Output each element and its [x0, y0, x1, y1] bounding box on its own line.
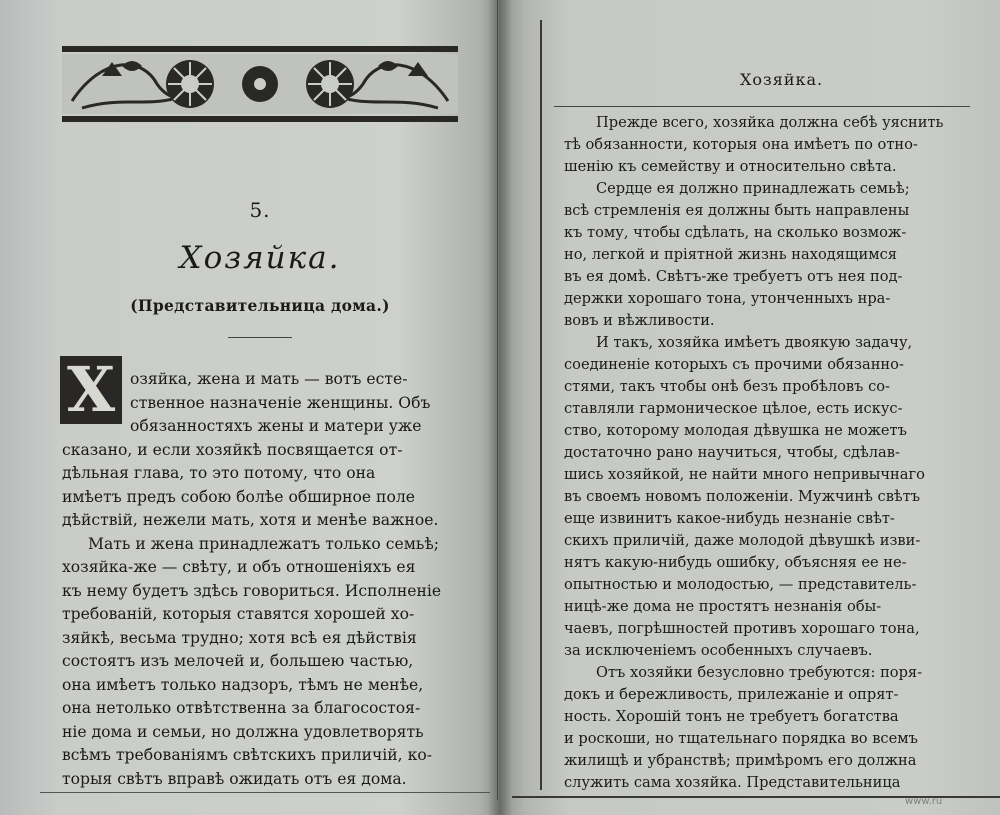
text-line: нятъ какую-нибудь ошибку, объясняя ее не-	[564, 554, 907, 571]
text-line: въ ея домѣ. Свѣтъ-же требуетъ отъ нея под-	[564, 268, 903, 285]
text-line: ницѣ-же дома не простятъ незнанiя обы-	[564, 598, 882, 615]
text-line: жилищѣ и убранствѣ; примѣромъ его должна	[564, 752, 917, 769]
text-line: служить сама хозяйка. Представительница	[564, 774, 901, 791]
text-line: всѣ стремленiя ея должны быть направлены	[564, 202, 910, 219]
text-line: ность. Хорошiй тонъ не требуетъ богатства	[564, 708, 899, 725]
running-head-rule	[554, 106, 970, 107]
right-page-frame-line	[540, 20, 542, 790]
text-line: еще извинитъ какое-нибудь незнанiе свѣт-	[564, 510, 895, 527]
left-page-bottom-rule	[40, 792, 490, 793]
text-line: держки хорошаго тона, утонченныхъ нра-	[564, 290, 891, 307]
text-line: къ тому, чтобы сдѣлать, на сколько возмож-	[564, 224, 907, 241]
text-line: тѣ обязанности, которыя она имѣетъ по отно-	[564, 136, 918, 153]
text-line: И такъ, хозяйка имѣетъ двоякую задачу,	[596, 334, 913, 351]
headpiece-ornament	[62, 46, 458, 122]
text-line: шенiю къ семейству и относительно свѣта.	[564, 158, 897, 175]
chapter-number: 5.	[249, 198, 271, 222]
drop-cap-letter: Х	[66, 353, 116, 426]
running-head: Хозяйка.	[740, 70, 824, 89]
text-line: докъ и бережливость, прилежанiе и опрят-	[564, 686, 899, 703]
text-line: Сердце ея должно принадлежать семьѣ;	[596, 180, 910, 197]
chapter-subtitle: (Представительница дома.)	[130, 296, 390, 315]
text-line: стями, такъ чтобы онѣ безъ пробѣловъ со-	[564, 378, 890, 395]
text-line: но, легкой и прiятной жизнь находящимся	[564, 246, 897, 263]
text-line: и роскоши, но тщательнаго порядка во всемъ	[564, 730, 918, 747]
watermark: www.ru	[905, 796, 943, 807]
book-gutter	[488, 0, 512, 815]
chapter-title: Хозяйка.	[179, 240, 341, 276]
text-line: вовъ и вѣжливости.	[564, 312, 715, 329]
text-line: чаевъ, погрѣшностей противъ хорошаго тона,	[564, 620, 920, 637]
text-line: въ своемъ новомъ положенiи. Мужчинѣ свѣтъ	[564, 488, 921, 505]
text-line: достаточно рано научиться, чтобы, сдѣлав-	[564, 444, 900, 461]
text-line: за исключенiемъ особенныхъ случаевъ.	[564, 642, 873, 659]
section-divider	[228, 337, 292, 338]
text-line: ство, которому молодая дѣвушка не можетъ	[564, 422, 907, 439]
text-line: Отъ хозяйки безусловно требуются: поря-	[596, 664, 923, 681]
text-line: шись хозяйкой, не найти много непривычнаго	[564, 466, 925, 483]
drop-cap	[60, 353, 122, 426]
text-line: опытностью и молодостью, — представитель-	[564, 576, 917, 593]
text-line: скихъ приличiй, даже молодой дѣвушкѣ изви-	[564, 532, 921, 549]
left-page: 5. Хозяйка. (Представительница дома.) Х озяйка, жена и мать — вотъ есте- ственное назначенiе женщины. Объ обязанностяхъ жены и матери уже сказано, и если хозяйкѣ посвящается от- дѣльная глава, то это потому, что она имѣетъ предъ собою болѣе обширное поле дѣйствiй, нежели мать, хотя и менѣе важное. Мать и жена принадлежатъ только семьѣ; хозяйка-же — свѣту, и объ отношенiяхъ ея къ нему будетъ здѣсь говориться. Исполненiе требованiй, которыя ставятся хорошей хо- зяйкѣ, весьма трудно; хотя всѣ ея дѣйствiя состоятъ изъ мелочей и, большею частью, она имѣетъ только надзоръ, тѣмъ не менѣе, она нетолько отвѣтственна за благосостоя- нiе дома и семьи, но должна удовлетворять всѣмъ требованiямъ свѣтскихъ приличiй, ко- торыя свѣтъ вправѣ ожидать отъ ея дома.	[0, 0, 500, 815]
text-line: ставляли гармоническое цѣлое, есть искус-	[564, 400, 903, 417]
text-line: Прежде всего, хозяйка должна себѣ уяснить	[596, 114, 944, 131]
text-line: соединенiе которыхъ съ прочими обязанно-	[564, 356, 904, 373]
